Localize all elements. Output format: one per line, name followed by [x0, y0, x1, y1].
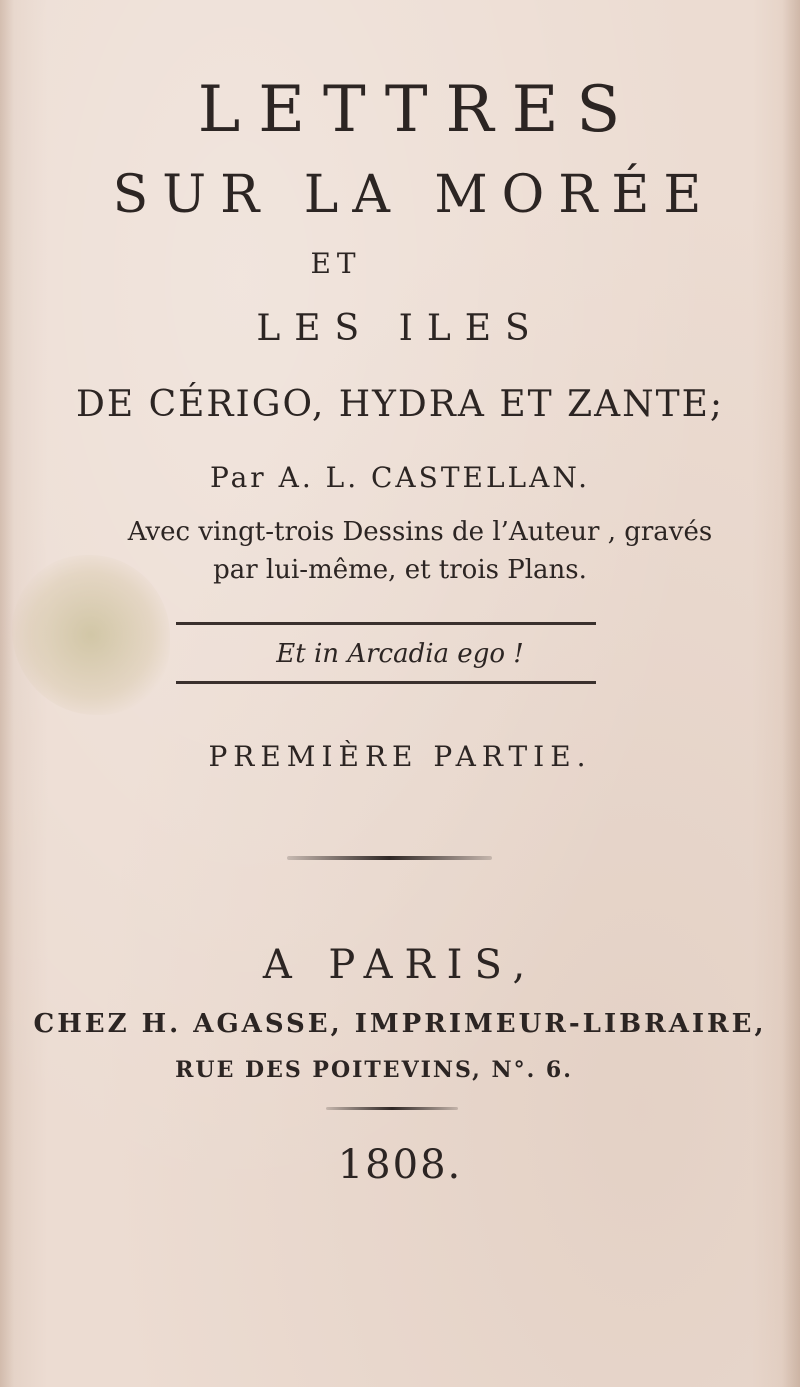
decorative-rule: [287, 856, 492, 860]
title-line-et: ET: [310, 247, 362, 280]
description-line-1: Avec vingt-trois Dessins de l’Auteur , gravés: [127, 517, 713, 547]
title-line-lettres: LETTRES: [197, 73, 639, 147]
title-line-islands: DE CÉRIGO, HYDRA ET ZANTE;: [75, 384, 725, 425]
motto-rule-bottom: [176, 681, 596, 684]
description-line-2: par lui-même, et trois Plans.: [213, 555, 587, 585]
publication-year: 1808.: [337, 1142, 463, 1188]
part-heading: PREMIÈRE PARTIE.: [208, 740, 592, 773]
imprint-address: RUE DES POITEVINS, N°. 6.: [175, 1057, 573, 1083]
motto: Et in Arcadia ego !: [276, 639, 524, 669]
title-line-sur-la-moree: SUR LA MORÉE: [112, 165, 716, 225]
imprint-publisher: CHEZ H. AGASSE, IMPRIMEUR-LIBRAIRE,: [33, 1009, 767, 1039]
author-line: Par A. L. CASTELLAN.: [210, 461, 590, 494]
imprint-city: A PARIS,: [262, 942, 538, 988]
motto-rule-top: [176, 622, 596, 625]
imprint-rule: [326, 1107, 458, 1110]
title-line-les-iles: LES ILES: [256, 308, 544, 349]
